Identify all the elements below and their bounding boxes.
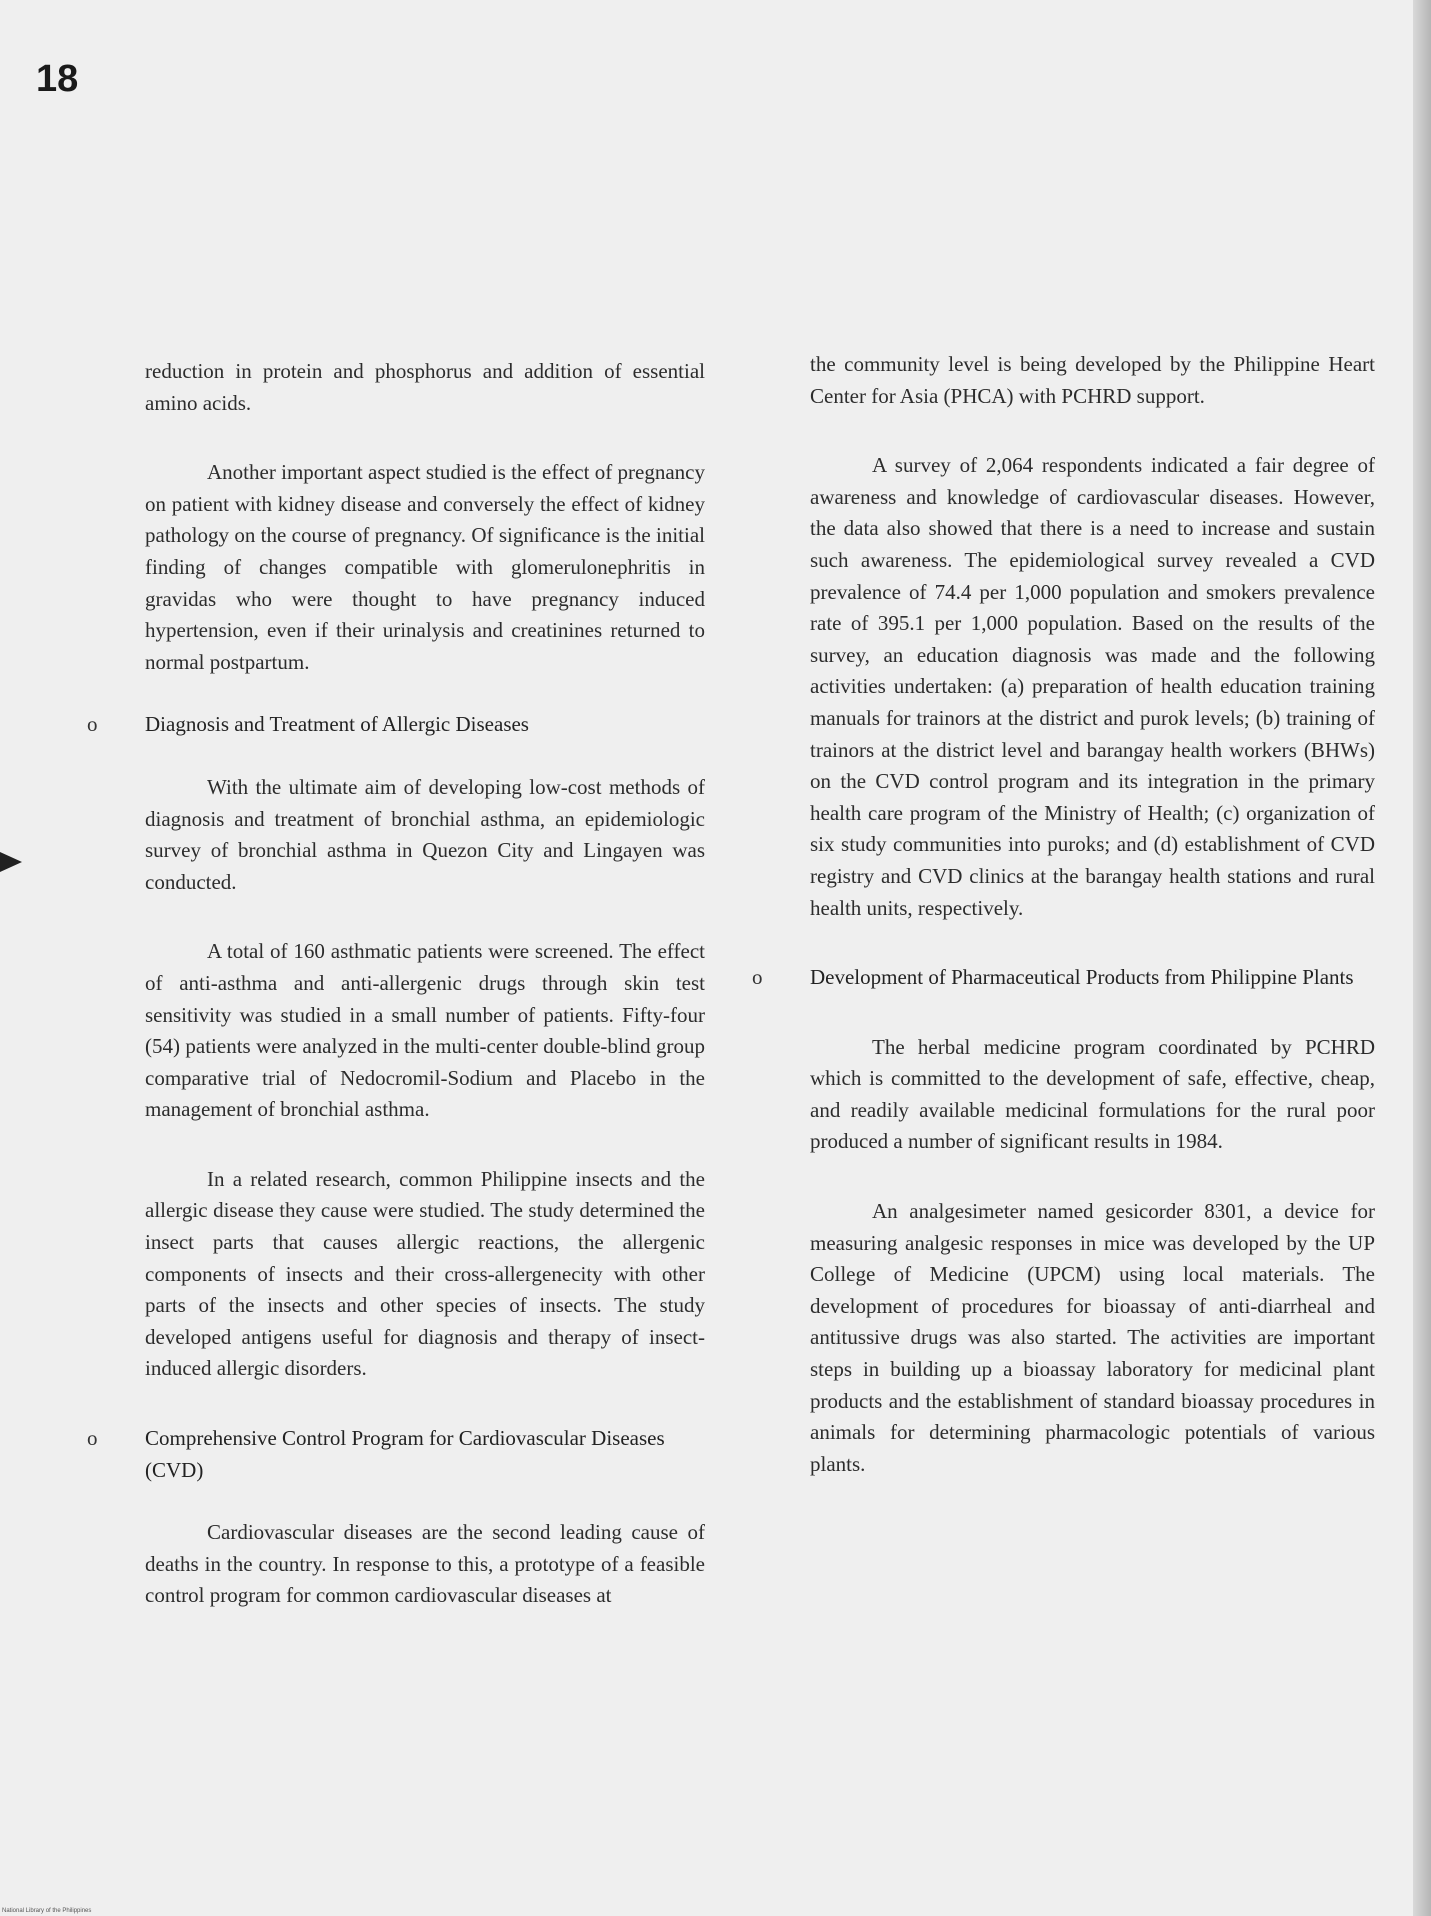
section-heading <box>752 962 1375 994</box>
section-heading-text: Development of Pharmaceutical Products from Philippine Plants <box>810 965 1354 990</box>
section-heading <box>87 1423 705 1486</box>
paragraph: the community level is being developed by the Philippine Heart Center for Asia (PHCA) with PCHRD support. <box>810 352 1375 408</box>
paragraph: A survey of 2,064 respondents indicated a fair degree of awareness and knowledge of cardiovascular diseases. However, the data also showed that there is a need to increase and sustain such awareness. The epidemiological survey revealed a CVD prevalence of 74.4 per 1,000 population and smokers prevalence rate of 395.1 per 1,000 population. Based on the results of the survey, an education diagnosis was made and the following activities undertaken: (a) preparation of health education training manuals for trainors at the district and purok levels; (b) training of trainors at the district level and barangay health workers (BHWs) on the CVD control program and its integration in the primary health care program of the Ministry of Health; (c) organization of six study communities into puroks; and (d) establishment of CVD registry and CVD clinics at the barangay health stations and rural health units, respectively. <box>810 453 1375 920</box>
page-edge-shadow <box>1413 0 1431 1916</box>
left-column <box>87 356 705 1612</box>
bullet-marker: o <box>87 1426 98 1451</box>
paragraph: With the ultimate aim of developing low-cost methods of diagnosis and treatment of bronchial asthma, an epidemiologic survey of bronchial asthma in Quezon City and Lingayen was conducted. <box>145 774 705 894</box>
paragraph: In a related research, common Philippine insects and the allergic disease they cause were studied. The study determined the insect parts that causes allergic reactions, the allergenic components of insects and their cross-allergenecity with other parts of the insects and other species of insects. The study developed antigens useful for diagnosis and therapy of insect-induced allergic disorders. <box>145 1166 705 1381</box>
section-heading <box>87 709 705 741</box>
paragraph: An analgesimeter named gesicorder 8301, a device for measuring analgesic responses in mice was developed by the UP College of Medicine (UPCM) using local materials. The development of procedures for bioassay of anti-diarrheal and antitussive drugs was also started. The activities are important steps in building up a bioassay laboratory for medicinal plant products and the establishment of standard bioassay procedures in animals for determining pharmacologic potentials of various plants. <box>810 1199 1375 1476</box>
paragraph: reduction in protein and phosphorus and addition of essential amino acids. <box>145 359 705 415</box>
bullet-marker: o <box>87 712 98 737</box>
margin-arrow-mark <box>0 852 22 872</box>
paragraph: Another important aspect studied is the effect of pregnancy on patient with kidney disease and conversely the effect of kidney pathology on the course of pregnancy. Of significance is the initial finding of changes compatible with glomerulonephritis in gravidas who were thought to have pregnancy induced hypertension, even if their urinalysis and creatinines returned to normal postpartum. <box>145 460 705 674</box>
bullet-marker: o <box>752 965 763 990</box>
section-heading-text: Comprehensive Control Program for Cardiovascular Diseases (CVD) <box>145 1426 665 1482</box>
right-column <box>752 349 1375 1480</box>
section-heading-text: Diagnosis and Treatment of Allergic Diseases <box>145 712 529 737</box>
page-number: 18 <box>36 58 79 100</box>
paragraph: A total of 160 asthmatic patients were screened. The effect of anti-asthma and anti-allergenic drugs through skin test sensitivity was studied in a small number of patients. Fifty-four (54) patients were analyzed in the multi-center double-blind group comparative trial of Nedocromil-Sodium and Placebo in the management of bronchial asthma. <box>145 939 705 1122</box>
paragraph: The herbal medicine program coordinated by PCHRD which is committed to the development of safe, effective, cheap, and readily available medicinal formulations for the rural poor produced a number of significant results in 1984. <box>810 1034 1375 1154</box>
paragraph: Cardiovascular diseases are the second leading cause of deaths in the country. In response to this, a prototype of a feasible control program for common cardiovascular diseases at <box>145 1520 705 1608</box>
library-stamp: National Library of the Philippines <box>2 1908 92 1914</box>
